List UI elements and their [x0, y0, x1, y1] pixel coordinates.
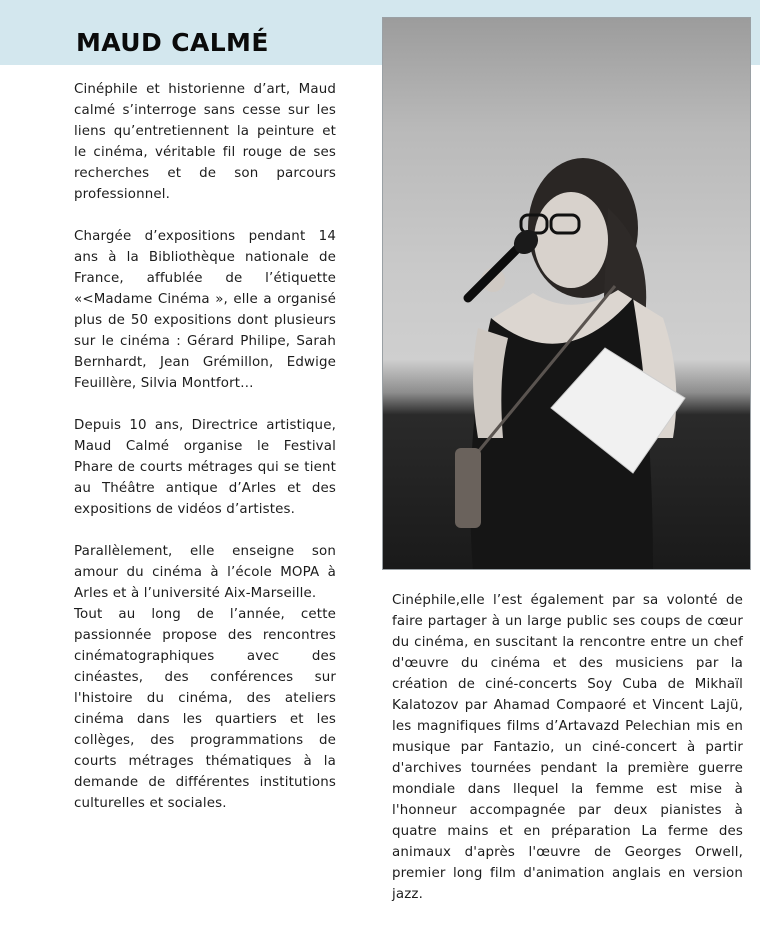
bio-paragraph-events: Tout au long de l’année, cette passionnée propose des rencontres cinématographiques avec des cinéastes, des conférences sur l'histoire du cinéma, des ateliers cinéma dans les quartiers et les collèges, des programmations de courts métrages thématiques à la demande de différentes institutions culturelles et sociales. [74, 607, 336, 811]
biography-right-column [392, 590, 743, 905]
bio-paragraph-exhibitions: Chargée d’expositions pendant 14 ans à la Bibliothèque nationale de France, affublée de l’étiquette «<Madame Cinéma », elle a organisé plus de 50 expositions dont plusieurs sur le cinéma : Gérard Philipe, Sarah Bernhardt, Jean Grémillon, Edwige Feuillère, Silvia Montfort… [74, 229, 336, 391]
biography-left-column [74, 79, 336, 835]
portrait-illustration [383, 18, 751, 570]
bio-paragraph-festival: Depuis 10 ans, Directrice artistique, Maud Calmé organise le Festival Phare de courts métrages qui se tient au Théâtre antique d’Arles et des expositions de vidéos d’artistes. [74, 418, 336, 517]
bio-paragraph-teaching: Parallèlement, elle enseigne son amour du cinéma à l’école MOPA à Arles et à l’université Aix-Marseille. [74, 544, 336, 601]
portrait-photo [382, 17, 751, 570]
page-title: MAUD CALMÉ [76, 28, 269, 57]
bio-paragraph-cine-concerts: Cinéphile,elle l’est également par sa volonté de faire partager à un large public ses coups de cœur du cinéma, en suscitant la rencontre entre un chef d'œuvre du cinéma et des musiciens par la création de ciné-concerts Soy Cuba de Mikhaïl Kalatozov par Ahamad Compaoré et Vincent Lajü, les magnifiques films d’Artavazd Pelechian mis en musique par Fantazio, un ciné-concert à partir d'archives tournées pendant la première guerre mondiale dans llequel la femme est mise à l'honneur accompagnée par deux pianistes à quatre mains et en préparation La ferme des animaux d'après l'œuvre de Georges Orwell, premier long film d'animation anglais en version jazz. [392, 593, 743, 902]
bio-paragraph-intro: Cinéphile et historienne d’art, Maud calmé s’interroge sans cesse sur les liens qu’entretiennent la peinture et le cinéma, véritable fil rouge de ses recherches et de son parcours professionnel. [74, 82, 336, 202]
